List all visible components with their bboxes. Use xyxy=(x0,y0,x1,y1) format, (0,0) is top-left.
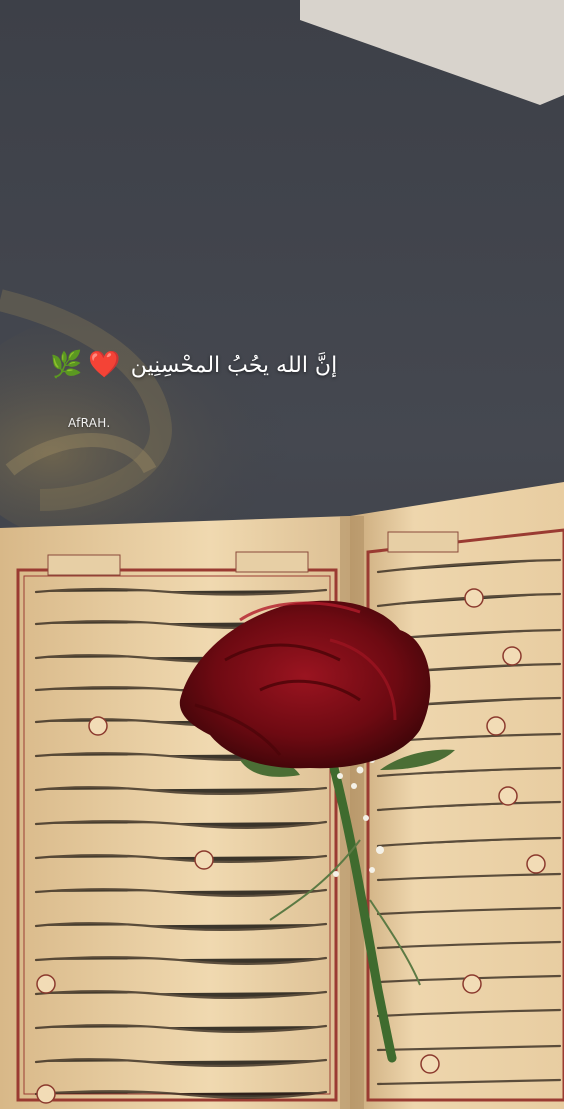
signature: AfRAH. xyxy=(68,416,111,430)
herb-leaf-emoji: 🌿 xyxy=(50,350,83,380)
caption-text: إنَّ الله يحُبُ المحْسِنِين xyxy=(130,352,338,378)
caption xyxy=(50,352,350,378)
red-heart-emoji: ❤️ xyxy=(88,350,121,380)
